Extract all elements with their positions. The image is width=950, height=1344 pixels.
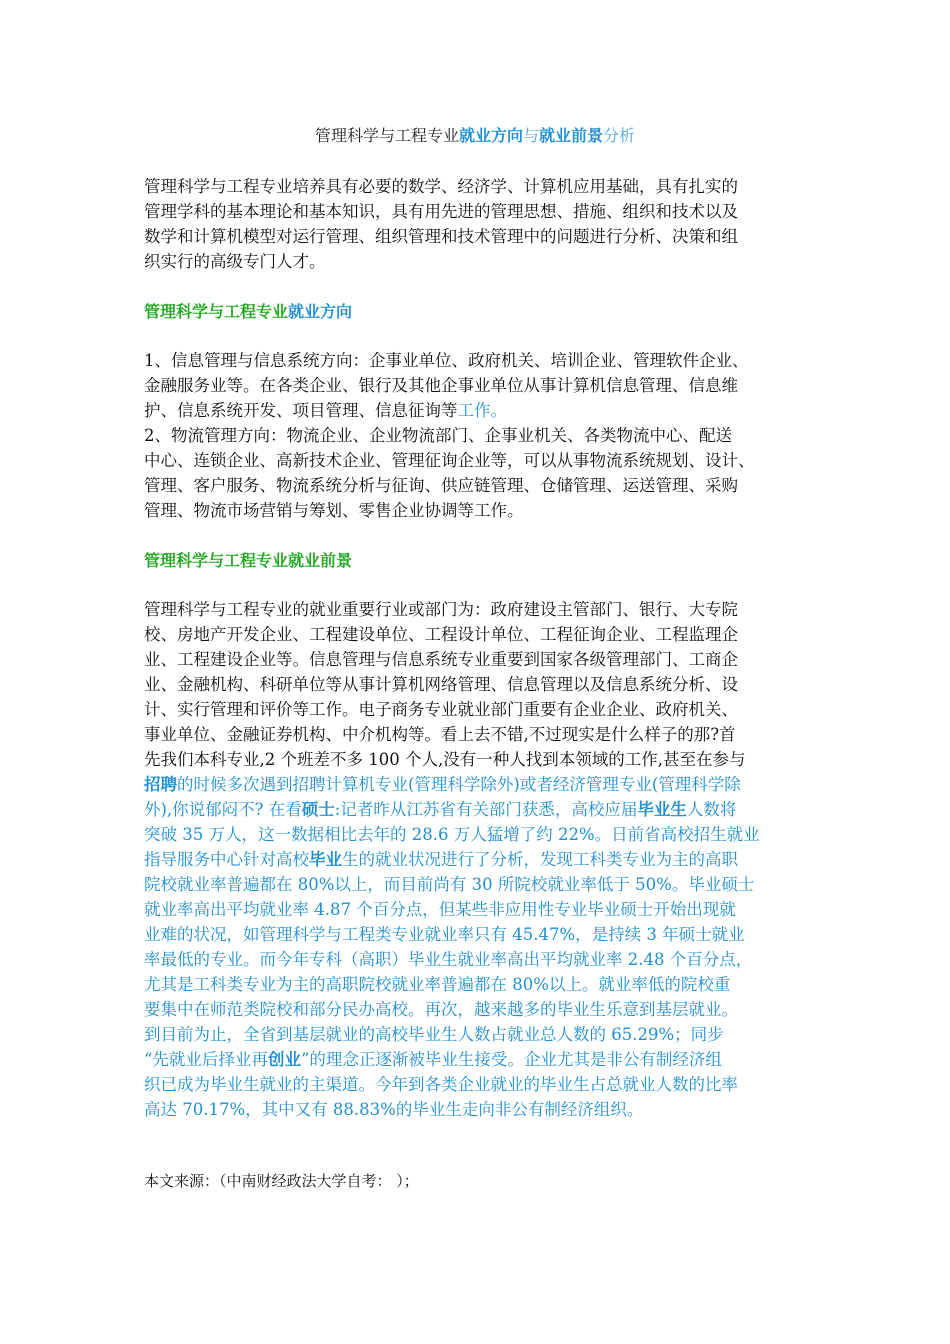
graduation-link[interactable]: 毕业 — [309, 850, 342, 869]
prospects-text: 生的就业状况进行了分析，发现工科类专业为主的高职 — [342, 850, 738, 869]
section-heading-prospects: 管理科学与工程专业就业前景 — [144, 551, 353, 570]
heading1-link[interactable]: 就业方向 — [288, 302, 353, 321]
title-part-1: 管理科学与工程专业 — [314, 126, 459, 145]
directions-line: 金融服务业等。在各类企业、银行及其他企事业单位从事计算机信息管理、信息维 — [144, 376, 738, 395]
prospects-text: :记者昨从江苏省有关部门获悉，高校应届 — [334, 800, 638, 819]
prospects-line — [144, 797, 824, 822]
prospects-line: 业、金融机构、科研单位等从事计算机网络管理、信息管理以及信息系统分析、设 — [144, 675, 738, 694]
prospects-line: 先我们本科专业,2 个班差不多 100 个人,没有一种人找到本领域的工作,甚至在参与 — [144, 750, 746, 769]
directions-period: 。 — [490, 401, 507, 420]
prospects-line: 到目前为止，全省到基层就业的高校毕业生人数占就业总人数的 65.29%；同步 — [144, 1025, 724, 1044]
prospects-text: 指导服务中心针对高校 — [144, 850, 309, 869]
prospects-text: ”的理念正逐渐被毕业生接受。企业尤其是非公有制经济组 — [300, 1050, 722, 1069]
prospects-line — [144, 847, 824, 872]
directions-line: 2、物流管理方向：物流企业、企业物流部门、企事业机关、各类物流中心、配送 — [144, 426, 732, 445]
prospects-line — [144, 772, 824, 797]
directions-line: 中心、连锁企业、高新技术企业、管理征询企业等，可以从事物流系统规划、设计、 — [144, 451, 755, 470]
directions-line — [144, 398, 824, 423]
intro-line: 织实行的高级专门人才。 — [144, 252, 326, 271]
graduate-link[interactable]: 毕业生 — [637, 800, 687, 819]
intro-paragraph — [144, 174, 824, 274]
directions-line: 1、信息管理与信息系统方向：企事业单位、政府机关、培训企业、管理软件企业、 — [144, 351, 749, 370]
prospects-text: 的时候多次遇到招聘计算机专业(管理科学除外)或者经济管理专业(管理科学除 — [177, 775, 741, 794]
prospects-paragraph — [144, 597, 824, 1122]
title-part-5: 分析 — [603, 126, 636, 145]
page-title — [0, 124, 950, 148]
prospects-text: 外),你说郁闷不? 在看 — [144, 800, 302, 819]
title-link-employment-direction[interactable]: 就业方向 — [458, 126, 523, 145]
prospects-line: 尤其是工科类专业为主的高职院校就业率普遍都在 80%以上。就业率低的院校重 — [144, 975, 731, 994]
prospects-line: 率最低的专业。而今年专科（高职）毕业生就业率高出平均就业率 2.48 个百分点， — [144, 950, 753, 969]
work-link[interactable]: 工作 — [457, 401, 491, 420]
intro-line: 数学和计算机模型对运行管理、组织管理和技术管理中的问题进行分析、决策和组 — [144, 227, 738, 246]
prospects-line: 织已成为毕业生就业的主渠道。今年到各类企业就业的毕业生占总就业人数的比率 — [144, 1075, 738, 1094]
master-link[interactable]: 硕士 — [301, 800, 335, 819]
prospects-line: 业难的状况，如管理科学与工程类专业就业率只有 45.47%，是持续 3 年硕士就业 — [144, 925, 745, 944]
prospects-line: 业、工程建设企业等。信息管理与信息系统专业重要到国家各级管理部门、工商企 — [144, 650, 738, 669]
intro-line: 管理学科的基本理论和基本知识，具有用先进的管理思想、措施、组织和技术以及 — [144, 202, 738, 221]
directions-text: 护、信息系统开发、项目管理、信息征询等 — [144, 401, 458, 420]
source-note: 本文来源：（中南财经政法大学自考： ）； — [144, 1172, 419, 1190]
prospects-text: 人数将 — [686, 800, 737, 819]
prospects-line: 计、实行管理和评价等工作。电子商务专业就业部门重要有企业企业、政府机关、 — [144, 700, 738, 719]
directions-paragraph — [144, 348, 824, 523]
prospects-line: 校、房地产开发企业、工程建设单位、工程设计单位、工程征询企业、工程监理企 — [144, 625, 738, 644]
prospects-line — [144, 1047, 824, 1072]
prospects-line: 院校就业率普遍都在 80%以上，而目前尚有 30 所院校就业率低于 50%。毕业硕士 — [144, 875, 755, 894]
directions-line: 管理、物流市场营销与筹划、零售企业协调等工作。 — [144, 501, 524, 520]
prospects-line: 突破 35 万人，这一数据相比去年的 28.6 万人猛增了约 22%。日前省高校招生就业 — [144, 825, 760, 844]
prospects-line: 事业单位、金融证券机构、中介机构等。看上去不错,不过现实是什么样子的那?首 — [144, 725, 736, 744]
recruit-link[interactable]: 招聘 — [144, 775, 177, 794]
title-link-employment-prospects[interactable]: 就业前景 — [539, 126, 604, 145]
prospects-line: 高达 70.17%，其中又有 88.83%的毕业生走向非公有制经济组织。 — [144, 1100, 644, 1119]
directions-line: 管理、客户服务、物流系统分析与征询、供应链管理、仓储管理、运送管理、采购 — [144, 476, 738, 495]
heading1-green: 管理科学与工程专业 — [144, 302, 289, 321]
section-heading-direction — [144, 300, 352, 324]
prospects-line: 就业率高出平均就业率 4.87 个百分点，但某些非应用性专业毕业硕士开始出现就 — [144, 900, 736, 919]
prospects-line: 要集中在师范类院校和部分民办高校。再次，越来越多的毕业生乐意到基层就业。 — [144, 1000, 738, 1019]
title-part-3: 与 — [522, 126, 539, 145]
prospects-line: 管理科学与工程专业的就业重要行业或部门为：政府建设主管部门、银行、大专院 — [144, 600, 738, 619]
prospects-text: “先就业后择业再 — [144, 1050, 268, 1069]
startup-link[interactable]: 创业 — [267, 1050, 301, 1069]
intro-line: 管理科学与工程专业培养具有必要的数学、经济学、计算机应用基础，具有扎实的 — [144, 177, 738, 196]
